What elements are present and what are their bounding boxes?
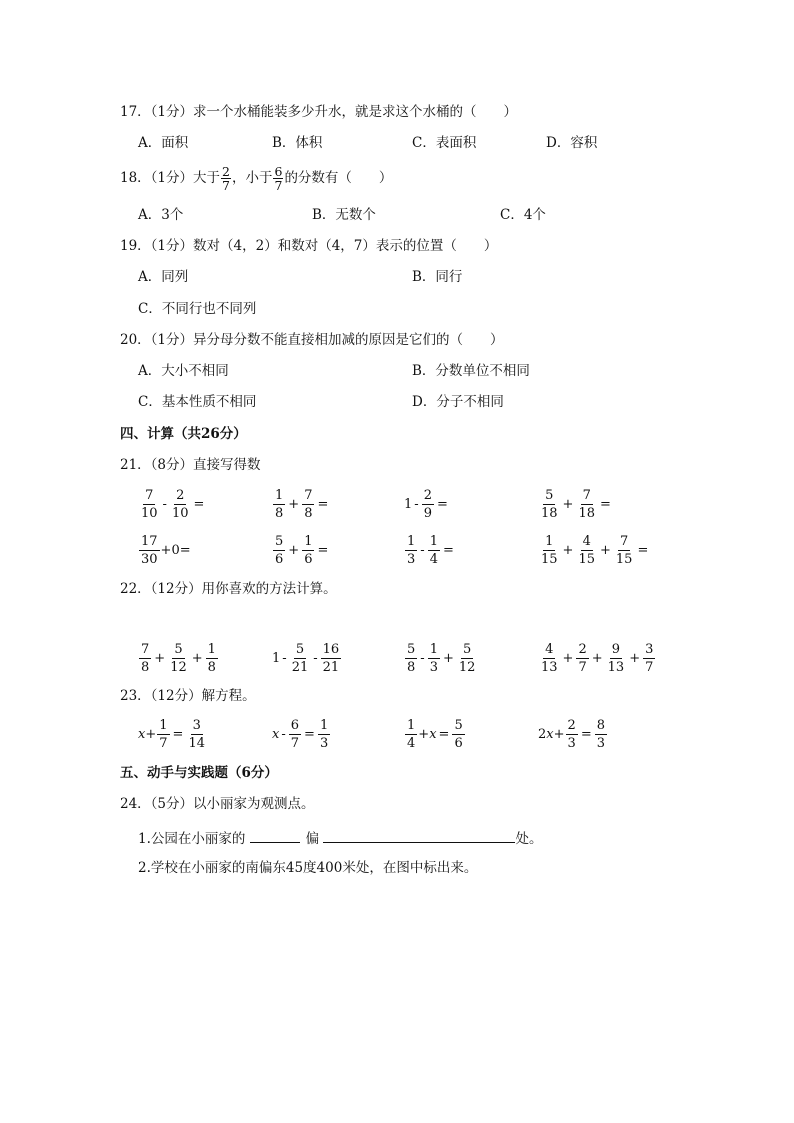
q24-sub-1 — [138, 828, 542, 848]
fraction — [539, 534, 560, 567]
operator: + — [562, 496, 574, 512]
fraction — [405, 718, 417, 751]
q20-option-b: B．分数单位不相同 — [412, 363, 530, 379]
fraction — [405, 642, 417, 675]
operator: - — [420, 650, 425, 666]
q18-suffix: 的分数有（ ） — [284, 170, 393, 186]
fraction — [428, 534, 440, 567]
q19-option-b: B．同行 — [412, 269, 463, 285]
q21-expr-6 — [272, 530, 330, 570]
answer-blank[interactable] — [323, 828, 515, 843]
q22-expr-3 — [404, 638, 478, 678]
q23-stem: 23．（12分）解方程。 — [120, 688, 256, 704]
denominator: 13 — [607, 659, 625, 675]
variable: x — [546, 726, 554, 742]
denominator: 4 — [429, 551, 438, 567]
operator: 1 — [272, 650, 281, 666]
operator: + — [145, 726, 157, 742]
numerator: 8 — [596, 717, 605, 733]
denominator: 4 — [407, 735, 416, 751]
denominator: 8 — [407, 659, 416, 675]
q18-middle: ，小于 — [231, 170, 273, 186]
q21-stem: 21．（8分）直接写得数 — [120, 457, 261, 473]
q19-option-c: C．不同行也不同列 — [138, 301, 257, 317]
denominator: 7 — [578, 659, 587, 675]
fraction — [321, 642, 342, 675]
fraction — [452, 718, 464, 751]
denominator: 21 — [291, 659, 309, 675]
numerator: 7 — [582, 487, 591, 503]
fraction — [539, 642, 560, 675]
operator: - — [420, 542, 425, 558]
numerator: 5 — [275, 533, 284, 549]
numerator: 5 — [545, 487, 554, 503]
numerator: 3 — [192, 717, 201, 733]
q22-expr-1 — [138, 638, 219, 678]
fraction — [302, 534, 314, 567]
denominator: 6 — [454, 735, 463, 751]
fraction — [273, 534, 285, 567]
q21-expr-8 — [538, 530, 650, 570]
fraction — [221, 165, 231, 192]
numerator: 1 — [407, 533, 416, 549]
denominator: 6 — [275, 551, 284, 567]
operator: + — [562, 542, 574, 558]
fraction — [168, 642, 189, 675]
operator: + — [442, 650, 454, 666]
fraction — [422, 488, 434, 521]
fraction — [170, 488, 191, 521]
denominator: 8 — [207, 659, 216, 675]
numerator: 16 — [322, 641, 340, 657]
variable: x — [138, 726, 146, 742]
numerator: 3 — [645, 641, 654, 657]
operator: = — [317, 496, 329, 512]
denominator: 8 — [141, 659, 150, 675]
denominator: 13 — [541, 659, 558, 675]
operator: = — [304, 726, 315, 742]
numerator: 5 — [174, 641, 183, 657]
numerator: 1 — [545, 533, 554, 549]
fraction — [566, 718, 578, 751]
q21-expr-4 — [538, 484, 613, 524]
operator: = — [600, 496, 611, 512]
fraction — [206, 642, 218, 675]
numerator: 1 — [304, 533, 313, 549]
denominator: 10 — [141, 505, 158, 521]
numerator: 5 — [407, 641, 416, 657]
q23-eq-1 — [138, 714, 208, 754]
denominator: 12 — [170, 659, 187, 675]
q18-option-b: B．无数个 — [312, 207, 376, 223]
text-segment: 偏 — [305, 831, 324, 847]
fraction — [595, 718, 607, 751]
operator: = — [172, 726, 184, 742]
numerator: 5 — [295, 641, 305, 657]
q17-option-d: D．容积 — [546, 135, 598, 151]
operator: = — [438, 726, 450, 742]
denominator: 8 — [275, 505, 284, 521]
numerator: 1 — [159, 717, 168, 733]
operator: + — [154, 650, 166, 666]
numerator: 9 — [611, 641, 621, 657]
section-heading: 五、动手与实践题（6分） — [120, 765, 278, 781]
fraction — [606, 642, 627, 675]
numerator: 6 — [274, 163, 283, 179]
text-segment: 处。 — [515, 831, 543, 847]
q21-expr-3 — [404, 484, 450, 524]
denominator: 3 — [596, 735, 605, 751]
operator: +0= — [160, 542, 191, 558]
operator: - — [281, 726, 286, 742]
fraction — [457, 642, 478, 675]
fraction — [576, 642, 588, 675]
operator: + — [629, 650, 641, 666]
q20-option-c: C．基本性质不相同 — [138, 394, 257, 410]
numerator: 6 — [290, 717, 300, 733]
operator: - — [282, 650, 287, 666]
numerator: 2 — [578, 641, 587, 657]
text-segment: 1.公园在小丽家的 — [138, 831, 250, 847]
denominator: 10 — [171, 505, 189, 521]
operator: + — [288, 542, 300, 558]
fraction — [539, 488, 560, 521]
denominator: 15 — [615, 551, 633, 567]
numerator: 4 — [545, 641, 554, 657]
numerator: 1 — [407, 717, 416, 733]
numerator: 2 — [222, 163, 230, 179]
denominator: 15 — [541, 551, 558, 567]
denominator: 21 — [322, 659, 340, 675]
numerator: 4 — [582, 533, 591, 549]
operator: = — [580, 726, 592, 742]
q20-option-a: A．大小不相同 — [138, 363, 229, 379]
operator: = — [442, 542, 454, 558]
q21-expr-7 — [404, 530, 456, 570]
q19-option-a: A．同列 — [138, 269, 189, 285]
numerator: 7 — [141, 641, 150, 657]
numerator: 1 — [429, 641, 438, 657]
denominator: 7 — [274, 177, 283, 193]
numerator: 5 — [454, 717, 463, 733]
q21-expr-5 — [138, 530, 191, 570]
denominator: 9 — [423, 505, 432, 521]
numerator: 7 — [304, 487, 313, 503]
denominator: 3 — [319, 735, 329, 751]
fraction — [428, 642, 440, 675]
numerator: 1 — [319, 717, 329, 733]
q17-stem: 17．（1分）求一个水桶能装多少升水，就是求这个水桶的（ ） — [120, 104, 518, 120]
q24-sub-2: 2.学校在小丽家的南偏东45度400米处，在图中标出来。 — [138, 860, 478, 876]
operator: + — [562, 650, 574, 666]
denominator: 30 — [141, 551, 158, 567]
numerator: 1 — [429, 533, 438, 549]
denominator: 3 — [429, 659, 438, 675]
operator: = — [637, 542, 649, 558]
numerator: 7 — [620, 533, 629, 549]
fraction — [139, 534, 160, 567]
q18-option-a: A．3个 — [138, 207, 184, 223]
denominator: 8 — [304, 505, 313, 521]
denominator: 3 — [567, 735, 576, 751]
numerator: 17 — [141, 533, 158, 549]
operator: - — [162, 496, 167, 512]
denominator: 7 — [645, 659, 654, 675]
operator: - — [414, 496, 419, 512]
q22-expr-4 — [538, 638, 656, 678]
operator: + — [600, 542, 611, 558]
numerator: 2 — [176, 487, 185, 503]
fraction — [139, 488, 160, 521]
fraction — [157, 718, 169, 751]
numerator: 7 — [145, 487, 154, 503]
fraction — [318, 718, 330, 751]
denominator: 7 — [290, 735, 300, 751]
variable: x — [429, 726, 437, 742]
operator: + — [288, 496, 300, 512]
operator: - — [313, 650, 318, 666]
section-heading: 四、计算（共26分） — [120, 426, 247, 442]
q23-eq-4 — [538, 714, 608, 754]
fraction — [302, 488, 314, 521]
q23-eq-3 — [404, 714, 466, 754]
numerator: 2 — [567, 717, 576, 733]
operator: = — [193, 496, 205, 512]
fraction — [614, 534, 635, 567]
numerator: 5 — [463, 641, 472, 657]
fraction — [139, 642, 151, 675]
operator: + — [191, 650, 203, 666]
denominator: 15 — [578, 551, 595, 567]
q21-expr-2 — [272, 484, 330, 524]
denominator: 7 — [222, 177, 230, 193]
fraction — [186, 718, 207, 751]
answer-blank[interactable] — [250, 828, 300, 843]
operator: + — [591, 650, 603, 666]
fraction — [273, 488, 285, 521]
q17-option-c: C．表面积 — [412, 135, 477, 151]
q19-stem: 19．（1分）数对（4，2）和数对（4，7）表示的位置（ ） — [120, 238, 498, 254]
q18-option-c: C．4个 — [500, 207, 546, 223]
numerator: 1 — [207, 641, 216, 657]
numerator: 1 — [275, 487, 284, 503]
q20-option-d: D．分子不相同 — [412, 394, 504, 410]
q17-option-b: B．体积 — [272, 135, 323, 151]
denominator: 14 — [188, 735, 205, 751]
q18-prefix: 18．（1分）大于 — [120, 170, 221, 186]
operator: + — [418, 726, 430, 742]
denominator: 6 — [304, 551, 313, 567]
q17-option-a: A．面积 — [138, 135, 189, 151]
variable: x — [272, 726, 280, 742]
operator: 1 — [404, 496, 413, 512]
denominator: 18 — [541, 505, 558, 521]
q21-expr-1 — [138, 484, 206, 524]
denominator: 18 — [578, 505, 595, 521]
q23-eq-2 — [272, 714, 331, 754]
q22-expr-2 — [272, 638, 342, 678]
operator: + — [553, 726, 565, 742]
denominator: 12 — [458, 659, 476, 675]
q18-stem — [120, 160, 392, 196]
fraction — [290, 642, 311, 675]
denominator: 7 — [159, 735, 168, 751]
fraction — [576, 488, 597, 521]
fraction — [273, 165, 283, 192]
q22-stem: 22．（12分）用你喜欢的方法计算。 — [120, 581, 337, 597]
q20-stem: 20．（1分）异分母分数不能直接相加减的原因是它们的（ ） — [120, 332, 504, 348]
fraction — [576, 534, 597, 567]
q24-stem: 24．（5分）以小丽家为观测点。 — [120, 796, 315, 812]
operator: = — [317, 542, 329, 558]
operator: 2 — [538, 726, 547, 742]
fraction — [643, 642, 655, 675]
numerator: 2 — [423, 487, 432, 503]
fraction — [405, 534, 417, 567]
denominator: 3 — [407, 551, 416, 567]
fraction — [289, 718, 301, 751]
operator: = — [436, 496, 448, 512]
